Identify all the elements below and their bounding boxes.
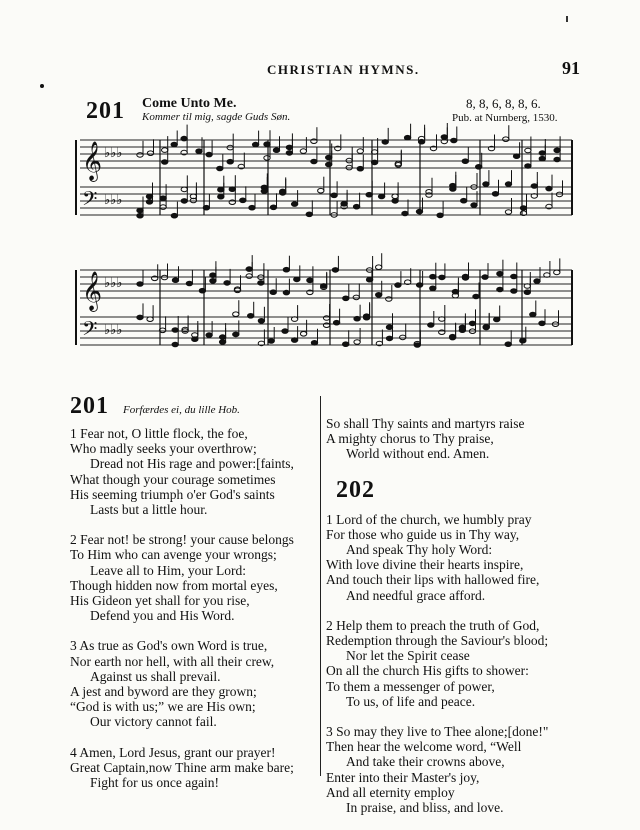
stanza — [70, 745, 320, 791]
hymn-line: 1 Lord of the church, we humbly pray — [326, 511, 532, 527]
note-head — [286, 145, 292, 150]
note-head — [258, 281, 264, 286]
note-head — [546, 186, 552, 191]
note-head — [366, 192, 372, 197]
note-head — [554, 157, 560, 162]
hymn-line: To Him who can avenge your wrongs; — [70, 547, 277, 563]
note-head — [392, 194, 398, 199]
note-head — [505, 342, 511, 347]
note-head — [268, 339, 274, 344]
note-head — [246, 267, 252, 272]
note-head — [326, 155, 332, 160]
note-head — [539, 151, 545, 156]
note-head — [497, 287, 503, 292]
note-head — [160, 196, 166, 201]
note-head — [137, 208, 143, 213]
note-head — [206, 333, 212, 338]
note-head — [430, 274, 436, 279]
stanza — [70, 426, 320, 517]
note-head — [449, 335, 455, 340]
note-head — [376, 265, 382, 270]
note-head — [210, 279, 216, 284]
note-head — [160, 205, 166, 210]
note-head — [172, 342, 178, 347]
note-head — [311, 159, 317, 164]
note-head — [428, 323, 434, 328]
note-head — [227, 145, 233, 150]
note-head — [146, 194, 152, 199]
note-head — [323, 316, 329, 321]
hymn-line: And needful grace afford. — [346, 587, 486, 603]
note-head — [137, 153, 143, 158]
note-head — [219, 340, 225, 345]
note-head — [353, 295, 359, 300]
note-head — [497, 271, 503, 276]
hymn-line: Nor earth nor hell, with all their crew, — [70, 653, 275, 669]
hymn-201-subtitle: Forfærdes ei, du lille Hob. — [123, 404, 240, 416]
hymn-line: What though your courage sometimes — [70, 471, 276, 487]
note-head — [306, 212, 312, 217]
note-head — [282, 329, 288, 334]
left-column — [70, 393, 320, 805]
note-head — [286, 151, 292, 156]
note-head — [395, 283, 401, 288]
note-head — [224, 281, 230, 286]
note-head — [539, 156, 545, 161]
note-head — [252, 142, 258, 147]
hymn-line: And touch their lips with hallowed fire, — [326, 572, 540, 588]
hymn-line: Then hear the welcome word, “Well — [326, 739, 522, 755]
note-head — [451, 138, 457, 143]
note-head — [326, 162, 332, 167]
note-head — [273, 148, 279, 153]
note-head — [258, 319, 264, 324]
hymn-line: 3 So may they live to Thee alone;[done!" — [326, 724, 549, 740]
tune-credit: Pub. at Nurnberg, 1530. — [452, 112, 558, 124]
running-title: CHRISTIAN HYMNS. — [267, 62, 420, 77]
note-head — [416, 283, 422, 288]
note-head — [366, 277, 372, 282]
hymn-number-201: 201 — [70, 393, 109, 419]
hymn-line: His Gideon yet shall for you rise, — [70, 593, 250, 609]
hymn-title: Come Unto Me. — [142, 96, 237, 111]
hymn-line: Leave all to Him, your Lord: — [90, 562, 246, 578]
note-head — [476, 165, 482, 170]
column-divider — [320, 396, 321, 776]
note-head — [382, 140, 388, 145]
hymn-line: 2 Help them to preach the truth of God, — [326, 617, 540, 633]
note-head — [332, 268, 338, 273]
note-head — [270, 290, 276, 295]
note-head — [371, 160, 377, 165]
hymn-line: On all the church His gifts to shower: — [326, 663, 529, 679]
note-head — [462, 276, 468, 281]
note-head — [525, 164, 531, 169]
hymn-line: And all eternity employ — [326, 784, 455, 800]
note-head — [246, 274, 252, 279]
note-head — [261, 189, 267, 194]
note-head — [363, 315, 369, 320]
stanza — [70, 638, 320, 729]
note-head — [181, 136, 187, 141]
note-head — [354, 340, 360, 345]
note-head — [181, 187, 187, 192]
hymn-line: Lasts but a little hour. — [90, 502, 208, 518]
note-head — [264, 142, 270, 147]
note-head — [554, 270, 560, 275]
note-head — [353, 204, 359, 209]
hymn-line: For those who guide us in Thy way, — [326, 526, 520, 542]
note-head — [494, 317, 500, 322]
bass-clef-icon: 𝄢 — [82, 317, 98, 345]
note-head — [416, 209, 422, 214]
note-head — [430, 286, 436, 291]
note-head — [462, 159, 468, 164]
note-head — [181, 199, 187, 204]
stanza — [326, 618, 626, 709]
hymn-line: Who madly seeks your overthrow; — [70, 441, 257, 457]
hymn-line: World without end. Amen. — [346, 446, 490, 462]
hymn-line: 1 Fear not, O little flock, the foe, — [70, 426, 248, 441]
note-head — [270, 205, 276, 210]
hymn-line: To us, of life and peace. — [346, 693, 476, 709]
hymn-line: And take their crowns above, — [346, 754, 505, 770]
note-head — [233, 312, 239, 317]
hymn-202-stanzas — [326, 512, 626, 816]
note-head — [404, 135, 410, 140]
hymn-line: So shall Thy saints and martyrs raise — [326, 416, 525, 431]
hymn-line: A mighty chorus to Thy praise, — [326, 431, 494, 447]
stanza — [70, 532, 320, 623]
hymn-line: 2 Fear not! be strong! your cause belongs — [70, 532, 294, 548]
note-head — [530, 312, 536, 317]
note-head — [171, 213, 177, 218]
note-head — [280, 189, 286, 194]
note-head — [511, 274, 517, 279]
meter: 8, 8, 6, 8, 8, 6. — [466, 96, 541, 111]
note-head — [249, 205, 255, 210]
note-head — [171, 142, 177, 147]
note-head — [172, 328, 178, 333]
note-head — [229, 187, 235, 192]
note-head — [343, 296, 349, 301]
hymn-line: Enter into their Master's joy, — [326, 769, 480, 785]
note-head — [439, 275, 445, 280]
note-head — [386, 297, 392, 302]
hymn-line: Dread not His rage and power:[faints, — [90, 456, 294, 472]
key-signature-icon: ♭♭♭ — [104, 193, 123, 208]
note-head — [283, 290, 289, 295]
note-head — [343, 342, 349, 347]
note-head — [196, 149, 202, 154]
note-head — [218, 187, 224, 192]
hymn-number-top: 201 — [86, 98, 125, 124]
hymn-line: 4 Amen, Lord Jesus, grant our prayer! — [70, 744, 276, 760]
page-number: 91 — [562, 58, 580, 78]
hymn-line: And speak Thy holy Word: — [346, 542, 493, 558]
right-column — [326, 416, 626, 830]
note-head — [217, 166, 223, 171]
hymn-line: Though hidden now from mortal eyes, — [70, 577, 278, 593]
hymn-line: Nor let the Spirit cease — [346, 648, 470, 664]
note-head — [300, 149, 306, 154]
note-head — [291, 202, 297, 207]
hymn-line: 3 As true as God's own Word is true, — [70, 638, 268, 654]
note-head — [469, 321, 475, 326]
note-head — [137, 315, 143, 320]
note-head — [386, 336, 392, 341]
note-head — [492, 192, 498, 197]
note-head — [264, 156, 270, 161]
note-head — [459, 325, 465, 330]
hymn-line: A jest and byword are they grown; — [70, 684, 257, 700]
note-head — [147, 151, 153, 156]
note-head — [311, 341, 317, 346]
note-head — [300, 332, 306, 337]
note-head — [461, 198, 467, 203]
note-head — [441, 135, 447, 140]
note-head — [525, 148, 531, 153]
hymn-line: Great Captain,now Thine arm make bare; — [70, 759, 294, 775]
note-head — [248, 314, 254, 319]
note-head — [203, 205, 209, 210]
note-head — [483, 325, 489, 330]
key-signature-icon: ♭♭♭ — [104, 146, 123, 161]
note-head — [283, 267, 289, 272]
note-head — [378, 194, 384, 199]
note-head — [357, 166, 363, 171]
note-head — [219, 335, 225, 340]
note-head — [291, 317, 297, 322]
note-head — [294, 277, 300, 282]
note-head — [511, 289, 517, 294]
note-head — [186, 281, 192, 286]
note-head — [331, 193, 337, 198]
hymn-line: His seeming triumph o'er God's saints — [70, 486, 275, 502]
note-head — [473, 294, 479, 299]
note-head — [318, 188, 324, 193]
hymn-line: To them a messenger of power, — [326, 678, 495, 694]
note-head — [520, 338, 526, 343]
hymn-title-subtitle: Kommer til mig, sagde Guds Søn. — [142, 111, 291, 123]
note-head — [240, 198, 246, 203]
note-head — [483, 182, 489, 187]
note-head — [402, 211, 408, 216]
bass-clef-icon: 𝄢 — [82, 187, 98, 215]
note-head — [386, 325, 392, 330]
note-head — [505, 182, 511, 187]
note-head — [206, 152, 212, 157]
note-head — [162, 148, 168, 153]
note-head — [333, 320, 339, 325]
stanza — [326, 512, 626, 603]
treble-clef-icon: 𝄞 — [82, 141, 103, 181]
hymn-line: In praise, and bliss, and love. — [346, 800, 504, 816]
note-head — [376, 293, 382, 298]
note-head — [137, 282, 143, 287]
note-head — [503, 137, 509, 142]
note-head — [233, 332, 239, 337]
note-head — [482, 275, 488, 280]
note-head — [426, 190, 432, 195]
treble-clef-icon: 𝄞 — [82, 271, 103, 311]
note-head — [357, 149, 363, 154]
note-head — [161, 275, 167, 280]
hymn-number-202: 202 — [336, 476, 375, 503]
note-head — [137, 213, 143, 218]
note-head — [227, 159, 233, 164]
note-head — [400, 335, 406, 340]
key-signature-icon: ♭♭♭ — [104, 276, 123, 291]
note-head — [505, 210, 511, 215]
hymn-line: Against us shall prevail. — [90, 668, 221, 684]
note-head — [147, 317, 153, 322]
note-head — [539, 321, 545, 326]
note-head — [192, 337, 198, 342]
note-head — [437, 213, 443, 218]
note-head — [218, 194, 224, 199]
note-head — [146, 200, 152, 205]
note-head — [210, 273, 216, 278]
note-head — [513, 154, 519, 159]
hymn-line: Redemption through the Saviour's blood; — [326, 633, 549, 649]
note-head — [554, 148, 560, 153]
stanza — [326, 724, 626, 815]
note-head — [392, 199, 398, 204]
note-head — [471, 203, 477, 208]
hymn-line: Fight for us once again! — [90, 775, 219, 791]
key-signature-icon: ♭♭♭ — [104, 323, 123, 338]
note-head — [520, 206, 526, 211]
note-head — [450, 187, 456, 192]
note-head — [524, 290, 530, 295]
hymn-201-continuation — [326, 416, 626, 462]
note-head — [354, 316, 360, 321]
hymn-line: With love divine their hearts inspire, — [326, 557, 524, 573]
hymn-201-stanzas — [70, 426, 320, 790]
note-head — [199, 288, 205, 293]
note-head — [291, 338, 297, 343]
note-head — [531, 184, 537, 189]
hymn-line: “God is with us;” we are His own; — [70, 699, 256, 715]
hymn-line: Defend you and His Word. — [90, 608, 235, 624]
hymn-line: Our victory cannot fail. — [90, 714, 217, 730]
note-head — [162, 160, 168, 165]
note-head — [534, 279, 540, 284]
note-head — [172, 278, 178, 283]
note-head — [307, 278, 313, 283]
